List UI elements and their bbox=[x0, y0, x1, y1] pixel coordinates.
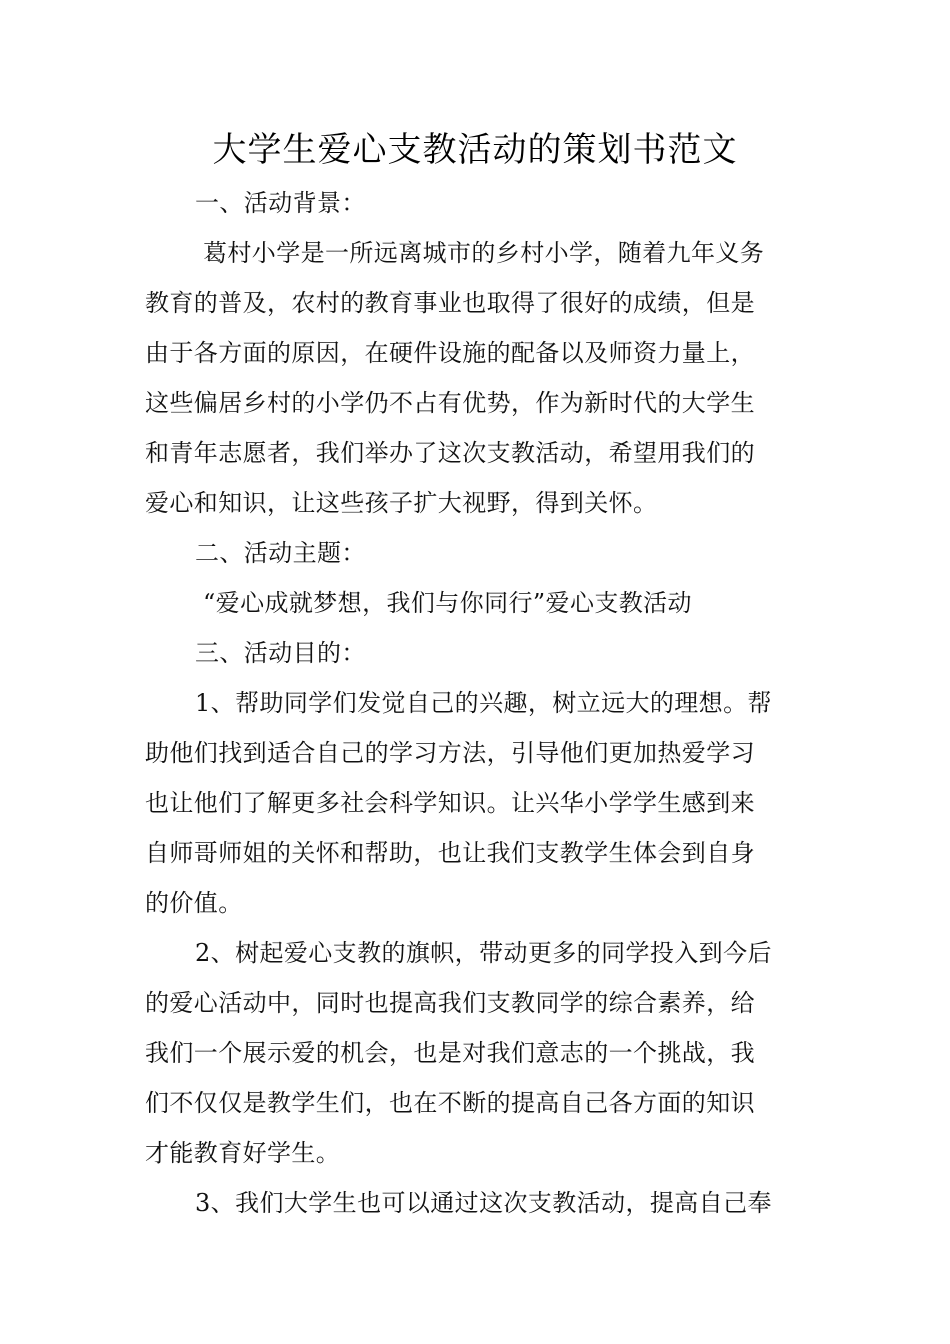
paragraph-line: 3、我们大学生也可以通过这次支教活动，提高自己奉 bbox=[195, 1189, 772, 1217]
paragraph-line: 1、帮助同学们发觉自己的兴趣，树立远大的理想。帮 bbox=[195, 689, 772, 717]
paragraph-line: 由于各方面的原因，在硬件设施的配备以及师资力量上， bbox=[145, 339, 755, 367]
section-heading-theme: 二、活动主题： bbox=[195, 539, 366, 567]
paragraph-line: 助他们找到适合自己的学习方法，引导他们更加热爱学习 bbox=[145, 739, 755, 767]
paragraph-line: 爱心和知识，让这些孩子扩大视野，得到关怀。 bbox=[145, 489, 658, 517]
paragraph-line: 和青年志愿者，我们举办了这次支教活动，希望用我们的 bbox=[145, 439, 755, 467]
paragraph-line: 我们一个展示爱的机会，也是对我们意志的一个挑战，我 bbox=[145, 1039, 755, 1067]
paragraph-line: 葛村小学是一所远离城市的乡村小学，随着九年义务 bbox=[203, 239, 765, 267]
section-heading-purpose: 三、活动目的： bbox=[195, 639, 366, 667]
document-body bbox=[145, 178, 805, 1228]
document-title: 大学生爱心支教活动的策划书范文 bbox=[212, 130, 738, 170]
paragraph-line: 也让他们了解更多社会科学知识。让兴华小学学生感到来 bbox=[145, 789, 755, 817]
paragraph-line: 的爱心活动中，同时也提高我们支教同学的综合素养，给 bbox=[145, 989, 755, 1017]
paragraph-line: 2、树起爱心支教的旗帜，带动更多的同学投入到今后 bbox=[195, 939, 772, 967]
theme-slogan: “爱心成就梦想，我们与你同行”爱心支教活动 bbox=[203, 589, 692, 617]
paragraph-line: 自师哥师姐的关怀和帮助，也让我们支教学生体会到自身 bbox=[145, 839, 755, 867]
section-heading-background: 一、活动背景： bbox=[195, 189, 366, 217]
paragraph-line: 的价值。 bbox=[145, 889, 243, 917]
paragraph-line: 们不仅仅是教学生们，也在不断的提高自己各方面的知识 bbox=[145, 1089, 755, 1117]
paragraph-line: 才能教育好学生。 bbox=[145, 1139, 341, 1167]
paragraph-line: 教育的普及，农村的教育事业也取得了很好的成绩，但是 bbox=[145, 289, 755, 317]
paragraph-line: 这些偏居乡村的小学仍不占有优势，作为新时代的大学生 bbox=[145, 389, 755, 417]
